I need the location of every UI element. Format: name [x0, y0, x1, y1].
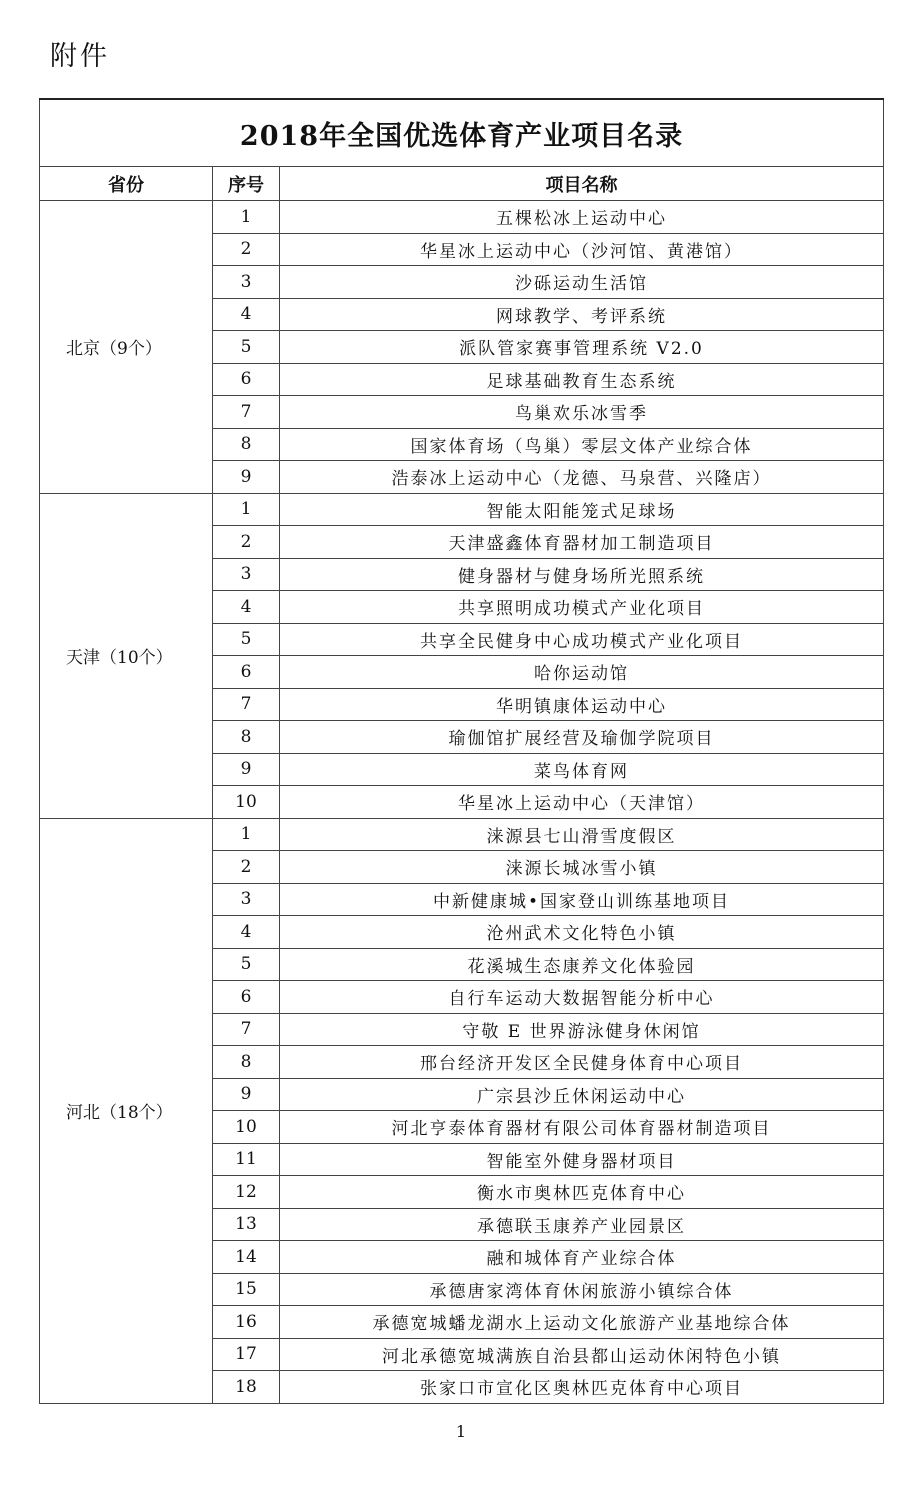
header-number: 序号: [213, 167, 280, 201]
project-name: 华明镇康体运动中心: [280, 688, 884, 721]
project-name: 哈你运动馆: [280, 656, 884, 689]
row-number: 8: [213, 1046, 280, 1079]
project-name: 涞源长城冰雪小镇: [280, 851, 884, 884]
row-number: 5: [213, 948, 280, 981]
project-name: 守敬 E 世界游泳健身休闲馆: [280, 1013, 884, 1046]
row-number: 6: [213, 981, 280, 1014]
row-number: 7: [213, 396, 280, 429]
project-name: 足球基础教育生态系统: [280, 363, 884, 396]
province-cell: 河北（18个）: [40, 818, 213, 1403]
project-name: 网球教学、考评系统: [280, 298, 884, 331]
row-number: 1: [213, 818, 280, 851]
project-name: 中新健康城•国家登山训练基地项目: [280, 883, 884, 916]
table-row: [40, 818, 884, 851]
project-name: 华星冰上运动中心（沙河馆、黄港馆）: [280, 233, 884, 266]
project-name: 国家体育场（鸟巢）零层文体产业综合体: [280, 428, 884, 461]
project-name: 智能室外健身器材项目: [280, 1143, 884, 1176]
project-name: 河北承德宽城满族自治县都山运动休闲特色小镇: [280, 1338, 884, 1371]
project-name: 五棵松冰上运动中心: [280, 201, 884, 234]
row-number: 1: [213, 493, 280, 526]
project-name: 涞源县七山滑雪度假区: [280, 818, 884, 851]
project-name: 派队管家赛事管理系统 V2.0: [280, 331, 884, 364]
header-project-name: 项目名称: [280, 167, 884, 201]
row-number: 9: [213, 1078, 280, 1111]
row-number: 3: [213, 266, 280, 299]
project-name: 共享照明成功模式产业化项目: [280, 591, 884, 624]
project-name: 沧州武术文化特色小镇: [280, 916, 884, 949]
project-name: 张家口市宣化区奥林匹克体育中心项目: [280, 1371, 884, 1404]
row-number: 2: [213, 233, 280, 266]
row-number: 6: [213, 363, 280, 396]
project-name: 浩泰冰上运动中心（龙德、马泉营、兴隆店）: [280, 461, 884, 494]
row-number: 9: [213, 753, 280, 786]
row-number: 7: [213, 1013, 280, 1046]
row-number: 4: [213, 591, 280, 624]
province-cell: 天津（10个）: [40, 493, 213, 818]
project-name: 智能太阳能笼式足球场: [280, 493, 884, 526]
row-number: 5: [213, 623, 280, 656]
row-number: 9: [213, 461, 280, 494]
row-number: 4: [213, 916, 280, 949]
project-name: 承德唐家湾体育休闲旅游小镇综合体: [280, 1273, 884, 1306]
row-number: 2: [213, 526, 280, 559]
table-title: 2018年全国优选体育产业项目名录: [40, 99, 884, 167]
row-number: 15: [213, 1273, 280, 1306]
row-number: 12: [213, 1176, 280, 1209]
row-number: 8: [213, 721, 280, 754]
project-name: 华星冰上运动中心（天津馆）: [280, 786, 884, 819]
page-number: 1: [455, 1422, 467, 1441]
project-name: 承德宽城蟠龙湖水上运动文化旅游产业基地综合体: [280, 1306, 884, 1339]
project-name: 承德联玉康养产业园景区: [280, 1208, 884, 1241]
row-number: 16: [213, 1306, 280, 1339]
project-name: 河北亨泰体育器材有限公司体育器材制造项目: [280, 1111, 884, 1144]
row-number: 5: [213, 331, 280, 364]
row-number: 10: [213, 786, 280, 819]
row-number: 13: [213, 1208, 280, 1241]
project-name: 沙砾运动生活馆: [280, 266, 884, 299]
project-name: 衡水市奥林匹克体育中心: [280, 1176, 884, 1209]
project-name: 邢台经济开发区全民健身体育中心项目: [280, 1046, 884, 1079]
row-number: 7: [213, 688, 280, 721]
project-name: 天津盛鑫体育器材加工制造项目: [280, 526, 884, 559]
row-number: 18: [213, 1371, 280, 1404]
row-number: 17: [213, 1338, 280, 1371]
row-number: 2: [213, 851, 280, 884]
row-number: 3: [213, 883, 280, 916]
project-name: 鸟巢欢乐冰雪季: [280, 396, 884, 429]
table-row: [40, 493, 884, 526]
row-number: 8: [213, 428, 280, 461]
row-number: 3: [213, 558, 280, 591]
header-province: 省份: [40, 167, 213, 201]
project-name: 菜鸟体育网: [280, 753, 884, 786]
project-name: 融和城体育产业综合体: [280, 1241, 884, 1274]
project-name: 自行车运动大数据智能分析中心: [280, 981, 884, 1014]
row-number: 4: [213, 298, 280, 331]
project-name: 共享全民健身中心成功模式产业化项目: [280, 623, 884, 656]
project-list-table: [39, 98, 884, 1404]
row-number: 11: [213, 1143, 280, 1176]
row-number: 10: [213, 1111, 280, 1144]
project-name: 花溪城生态康养文化体验园: [280, 948, 884, 981]
project-name: 广宗县沙丘休闲运动中心: [280, 1078, 884, 1111]
project-name: 健身器材与健身场所光照系统: [280, 558, 884, 591]
row-number: 1: [213, 201, 280, 234]
table-row: [40, 201, 884, 234]
row-number: 14: [213, 1241, 280, 1274]
row-number: 6: [213, 656, 280, 689]
attachment-label: 附件: [50, 41, 110, 72]
project-name: 瑜伽馆扩展经营及瑜伽学院项目: [280, 721, 884, 754]
province-cell: 北京（9个）: [40, 201, 213, 494]
